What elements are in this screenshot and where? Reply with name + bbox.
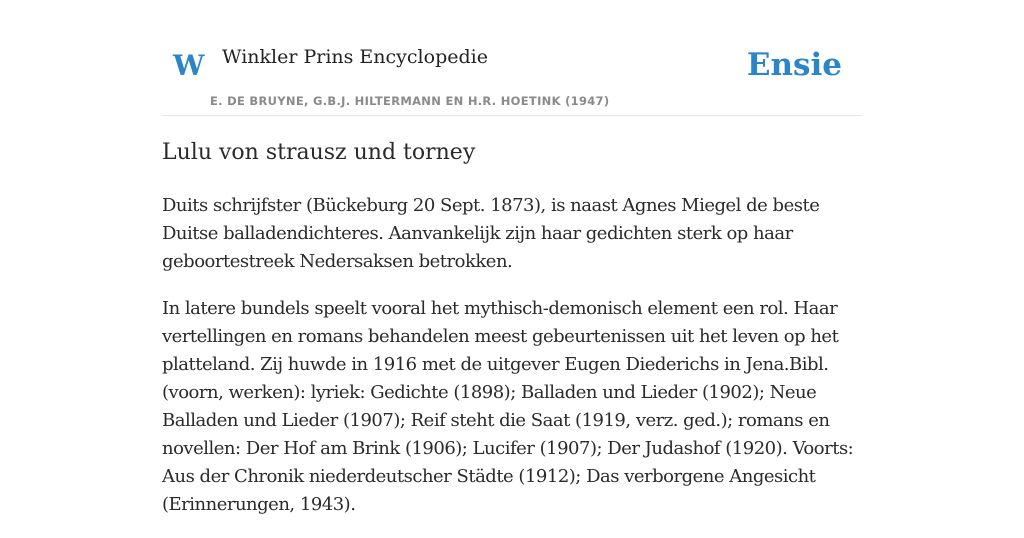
ensie-logo[interactable]: Ensie [746, 47, 842, 83]
entry-title: Lulu von strausz und torney [162, 140, 476, 165]
source-title[interactable]: Winkler Prins Encyclopedie [222, 46, 488, 68]
entry-body [162, 192, 862, 538]
winkler-prins-logo[interactable]: W [173, 49, 205, 82]
source-authors: E. DE BRUYNE, G.B.J. HILTERMANN EN H.R. HOETINK (1947) [210, 94, 610, 108]
entry-paragraph: Duits schrijfster (Bückeburg 20 Sept. 1873), is naast Agnes Miegel de beste Duitse balladendichteres. Aanvankelijk zijn haar gedichten sterk op haar geboortestreek Nedersaksen betrokken. [162, 195, 820, 272]
source-header [162, 0, 862, 116]
entry-paragraph: In latere bundels speelt vooral het mythisch-demonisch element een rol. Haar vertellingen en romans behandelen meest gebeurtenissen uit het leven op het platteland. Zij huwde in 1916 met de uitgever Eugen Diederichs in Jena.Bibl. (voorn, werken): lyriek: Gedichte (1898); Balladen und Lieder (1902); Neue Balladen und Lieder (1907); Reif steht die Saat (1919, verz. ged.); romans en novellen: Der Hof am Brink (1906); Lucifer (1907); Der Judashof (1920). Voorts: Aus der Chronik niederdeutscher Städte (1912); Das verborgene Angesicht (Erinnerungen, 1943). [162, 298, 854, 515]
page [162, 0, 862, 515]
